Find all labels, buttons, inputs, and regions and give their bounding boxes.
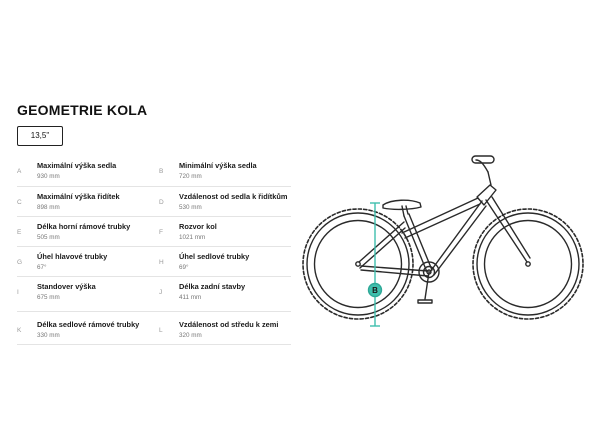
geometry-label: Rozvor kol [179,222,217,231]
geometry-value: 505 mm [37,234,60,241]
geometry-letter: A [17,168,22,175]
row-divider [17,246,291,247]
geometry-label: Délka sedlové rámové trubky [37,320,140,329]
geometry-value: 67° [37,264,47,271]
geometry-letter: I [17,289,19,296]
row-divider [17,344,291,345]
geometry-letter: E [17,229,22,236]
row-divider [17,276,291,277]
geometry-value: 898 mm [37,204,60,211]
geometry-label: Vzdálenost od středu k zemi [179,320,279,329]
dimension-b-label: B [372,286,378,295]
geometry-label: Minimální výška sedla [179,161,257,170]
geometry-value: 411 mm [179,294,202,301]
geometry-value: 330 mm [37,332,60,339]
geometry-value: 720 mm [179,173,202,180]
geometry-label: Maximální výška řidítek [37,192,120,201]
geometry-value: 69° [179,264,189,271]
front-wheel [473,209,583,319]
geometry-letter: F [159,229,163,236]
geometry-value: 675 mm [37,294,60,301]
geometry-letter: H [159,259,164,266]
row-divider [17,216,291,217]
geometry-value: 320 mm [179,332,202,339]
geometry-label: Délka horní rámové trubky [37,222,131,231]
geometry-value: 530 mm [179,204,202,211]
geometry-value: 1021 mm [179,234,206,241]
geometry-letter: B [159,168,164,175]
geometry-label: Standover výška [37,282,96,291]
geometry-label: Délka zadní stavby [179,282,246,291]
geometry-label: Vzdálenost od sedla k řidítkům [179,192,288,201]
geometry-letter: D [159,199,164,206]
geometry-label: Maximální výška sedla [37,161,117,170]
geometry-letter: C [17,199,22,206]
geometry-letter: K [17,327,22,334]
geometry-label: Úhel sedlové trubky [179,252,250,261]
geometry-letter: J [159,289,163,296]
geometry-row [17,281,157,311]
geometry-label: Úhel hlavové trubky [37,252,108,261]
bike-geometry-diagram [292,150,598,340]
dimension-b-indicator [369,203,382,326]
geometry-row [159,281,299,311]
geometry-letter: L [159,327,163,334]
row-divider [17,186,291,187]
row-divider [17,311,291,312]
size-13-5-button[interactable]: 13,5" [17,126,63,146]
geometry-value: 930 mm [37,173,60,180]
page-title: GEOMETRIE KOLA [17,102,148,118]
geometry-letter: G [17,259,23,266]
rear-wheel [303,209,413,319]
